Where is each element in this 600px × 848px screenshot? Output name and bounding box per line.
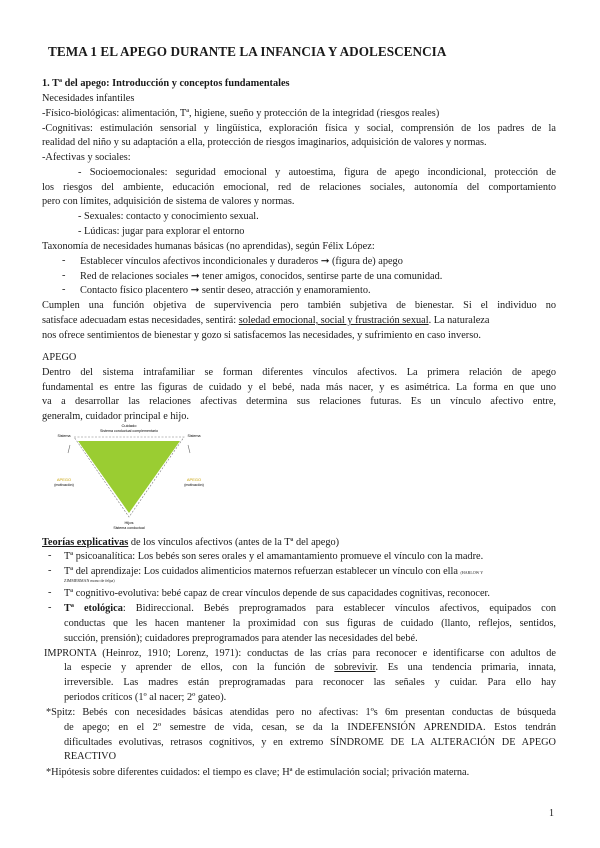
list-item: Contacto físico placentero ➞ sentir deseo, atracción y enamoramiento. <box>80 285 371 296</box>
theory-ethological-line1: Tª etológica: Bidireccional. Bebés preprogramados para establecer vínculos afectivos, equipados con <box>64 603 557 614</box>
function-line2: satisface adecuadam estas necesidades, sentirá: soledad emocional, social y frustración sexual. La naturaleza <box>42 315 490 326</box>
theory-ethological-line3: succión, prensión); cuidadores preprogramados para atender las necesidades del bebé. <box>64 633 418 644</box>
page-title: TEMA 1 EL APEGO DURANTE LA INFANCIA Y ADOLESCENCIA <box>48 44 447 59</box>
page-number: 1 <box>549 808 554 819</box>
impronta-line2: la especie y aprender de ellos, con la función de sobrevivir. Es una tendencia primaria, innata, <box>64 662 556 673</box>
physical-needs: -Físico-biológicas: alimentación, Tª, higiene, sueño y protección de la integridad (riesgos reales) <box>42 108 440 119</box>
diagram-left-sub: (motivación) <box>54 483 74 487</box>
impronta-line3: irreversible. Las madres están preprogramadas para reconocer las señales y cuidar. Para ello hay <box>64 677 556 688</box>
socioemotional-line2: los riesgos del ambiente, educación emocional, red de relaciones sociales, autonomía del comportamiento <box>42 182 556 193</box>
spitz-line1: *Spitz: Bebés con necesidades básicas atendidas pero no afectivas: 1ºs 6m presentan conductas de búsqueda <box>46 707 556 718</box>
harlow-reference-2: ZIMMERMAN mono de felpa) <box>64 578 115 583</box>
bullet-dash: - <box>62 284 66 295</box>
arrow-right <box>188 445 190 453</box>
diagram-top-right: Sistema <box>187 434 201 438</box>
diagram-left-label: APEGO <box>56 477 72 482</box>
harlow-reference: (HARLOW Y <box>460 570 484 575</box>
theories-heading: Teorías explicativas de los vínculos afectivos (antes de la Tª del apego) <box>42 537 340 548</box>
affective-needs: -Afectivas y sociales: <box>42 152 131 163</box>
list-item: Establecer vínculos afectivos incondicionales y duraderos ➞ (figura de) apego <box>80 256 403 267</box>
attachment-triangle <box>78 441 180 513</box>
section-heading: 1. Tª del apego: Introducción y conceptos fundamentales <box>42 78 290 89</box>
apego-heading: APEGO <box>42 352 77 363</box>
cognitive-needs-line1: -Cognitivas: estimulación sensorial y lingüística, exploración física y social, comprensión de los padres de la <box>42 123 556 134</box>
cognitive-needs-line2: realidad del niño y su adaptación a ella, protección de riesgos imaginarios, adquisición de valores y normas. <box>42 137 487 148</box>
apego-line3: va a desarrollar las relaciones afectivas determina sus relaciones futuras. Es un vínculo afectivo entre, <box>42 396 556 407</box>
needs-heading: Necesidades infantiles <box>42 93 135 104</box>
spitz-line3: dificultades evolutivas, retrasos cognitivos, y en extremo SÍNDROME DE LA ALTERACIÓN DE APEGO <box>64 737 556 748</box>
underlined-sobrevivir: sobrevivir <box>334 662 376 673</box>
play-needs: - Lúdicas: jugar para explorar el entorno <box>78 226 245 237</box>
function-line1: Cumplen una función objetiva de supervivencia pero también subjetiva de bienestar. Si el individuo no <box>42 300 556 311</box>
apego-line1: Dentro del sistema intrafamiliar se forman diferentes vínculos afectivos. La primera relación de apego <box>42 367 556 378</box>
theory-learning: Tª del aprendizaje: Los cuidados alimenticios maternos refuerzan establecer un vínculo con ella (HARLOW Y <box>64 566 484 577</box>
diagram-right-sub: (motivación) <box>184 483 204 487</box>
function-line3: nos ofrece sentimientos de bienestar y gozo si satisfacemos las necesidades, y sufrimiento en caso inverso. <box>42 330 481 341</box>
diagram-top-sub: Sistema conductual complementario <box>100 429 158 433</box>
sexual-needs: - Sexuales: contacto y conocimiento sexual. <box>78 211 259 222</box>
bullet-dash: - <box>48 587 52 598</box>
impronta-line4: periodos críticos (1º al nacer; 2º gateo). <box>64 692 227 703</box>
attachment-diagram <box>40 423 220 533</box>
underlined-consequences: soledad emocional, social y frustración sexual <box>238 315 429 326</box>
bullet-dash: - <box>48 550 52 561</box>
theory-psychoanalytic: Tª psicoanalítica: Los bebés son seres orales y el amamantamiento promueve el vínculo con la madre. <box>64 551 484 562</box>
bullet-dash: - <box>62 270 66 281</box>
arrow-left <box>68 445 70 453</box>
diagram-top-label: Cuidado <box>121 423 137 428</box>
theory-cognitive: Tª cognitivo-evolutiva: bebé capaz de crear vínculos depende de sus capacidades cognitivas, reconocer. <box>64 588 490 599</box>
apego-line4: generalm, cuidador principal e hijo. <box>42 411 189 422</box>
bullet-dash: - <box>62 255 66 266</box>
taxonomy-intro: Taxonomía de necesidades humanas básicas (no aprendidas), según Félix López: <box>42 241 375 252</box>
socioemotional-line1: - Socioemocionales: seguridad emocional y autoestima, figura de apego incondicional, protección de <box>78 167 556 178</box>
bullet-dash: - <box>48 602 52 613</box>
diagram-right-label: APEGO <box>186 477 202 482</box>
diagram-bottom-label: Hijos <box>124 520 134 525</box>
socioemotional-line3: pero con límites, adquisición de sistema de valores y normas. <box>42 196 295 207</box>
spitz-line2: de apego; en el 2º semestre de vida, cesan, se da la INDEFENSIÓN APRENDIDA. Estos tendrán <box>64 722 556 733</box>
hypothesis-line: *Hipótesis sobre diferentes cuidados: el tiempo es clave; Hª de estimulación social; privación materna. <box>46 767 470 778</box>
theory-ethological-line2: conductas que les hacen mantener la proximidad con sus figuras de cuidado (llanto, reflejos, sentidos, <box>64 618 556 629</box>
diagram-top-left: Sistema <box>57 434 71 438</box>
diagram-bottom-sub: Sistema conductual <box>113 526 145 530</box>
spitz-line4: REACTIVO <box>64 751 117 762</box>
apego-line2: fundamental es entre las figuras de cuidado y el bebé, nada más nacer, y es asimétrica. La forma en que uno <box>42 382 556 393</box>
bullet-dash: - <box>48 565 52 576</box>
list-item: Red de relaciones sociales ➞ tener amigos, conocidos, sentirse parte de una comunidad. <box>80 271 443 282</box>
impronta-line1: IMPRONTA (Heinroz, 1910; Lorenz, 1971): conductas de las crías para reconocer e identificarse con adultos de <box>44 648 556 659</box>
